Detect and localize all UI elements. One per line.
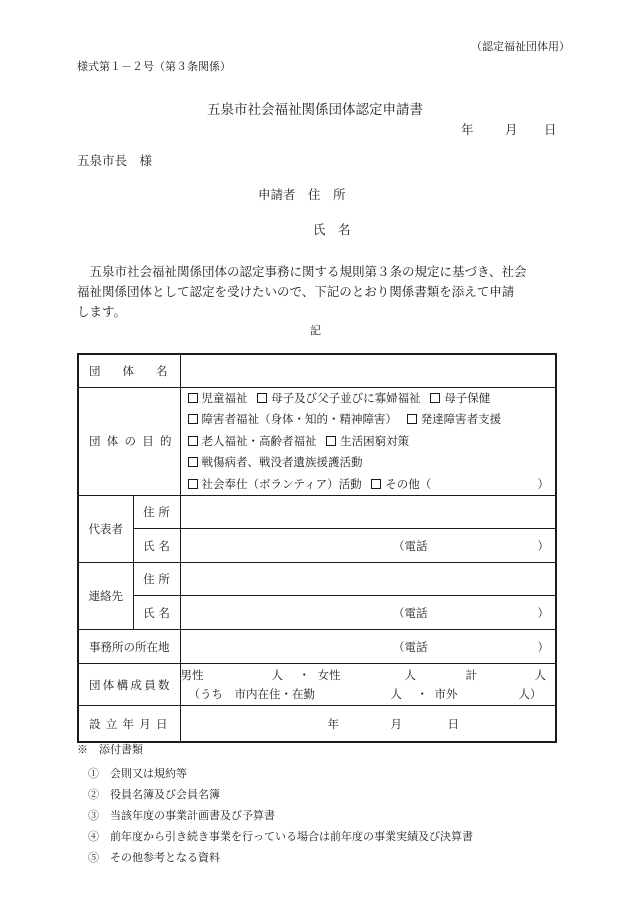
checkbox-poverty-measures[interactable]: [326, 436, 336, 446]
founded-month: 月: [390, 717, 402, 731]
attachment-item: ③ 当該年度の事業計画書及び予算書: [88, 809, 275, 822]
group-name-field[interactable]: [180, 354, 556, 387]
row-group-name: [78, 354, 556, 387]
members-field[interactable]: [180, 664, 556, 706]
attachments-list: [88, 763, 473, 868]
attachment-item: ⑤ その他参考となる資料: [88, 851, 220, 864]
usage-note: （認定福祉団体用）: [471, 40, 570, 53]
checkbox-elderly-welfare[interactable]: [188, 436, 198, 446]
members-line-1: 男性 人 ・ 女性 人 計 人: [180, 667, 546, 682]
founded-field[interactable]: [180, 706, 556, 743]
checkbox-maternal-health[interactable]: [430, 393, 440, 403]
body-paragraph: [77, 262, 527, 322]
contact-address-field[interactable]: [180, 563, 556, 596]
ki-label: 記: [310, 324, 321, 337]
attachment-item: ② 役員名簿及び会員名簿: [88, 788, 220, 801]
contact-name-label: 氏 名: [133, 596, 180, 630]
purpose-label: 団 体 の 目 的: [78, 387, 180, 496]
checkbox-other[interactable]: [371, 479, 381, 489]
row-office: [78, 630, 556, 664]
attachment-item: ① 会則又は規約等: [88, 767, 187, 780]
row-members: [78, 664, 556, 706]
purpose-line: 障害者福祉（身体・知的・精神障害） 発達障害者支援: [181, 409, 556, 431]
row-purpose: [78, 387, 556, 496]
addressee: 五泉市長 様: [77, 153, 153, 168]
body-line: 福祉関係団体として認定を受けたいので、下記のとおり関係書類を添えて申請: [77, 284, 515, 299]
founded-label: 設 立 年 月 日: [78, 706, 180, 743]
date-month: 月: [505, 122, 518, 137]
checkbox-child-welfare[interactable]: [188, 393, 198, 403]
group-name-label: 団 体 名: [78, 354, 180, 387]
checkbox-single-parent-welfare[interactable]: [257, 393, 267, 403]
applicant-address-label: 申請者 住 所: [258, 187, 346, 202]
checkbox-disability-welfare[interactable]: [188, 414, 198, 424]
attachments-heading: ※ 添付書類: [77, 743, 143, 756]
rep-address-label: 住 所: [133, 496, 180, 529]
rep-phone: （電話 ）: [393, 538, 549, 553]
purpose-line: 老人福祉・高齢者福祉 生活困窮対策: [181, 431, 556, 453]
row-contact-name: [78, 596, 556, 630]
rep-name-field[interactable]: [180, 529, 556, 563]
purpose-line: 社会奉仕（ボランティア）活動 その他（ ）: [181, 474, 556, 496]
contact-phone: （電話 ）: [393, 605, 549, 620]
body-line: 五泉市社会福祉関係団体の認定事務に関する規則第３条の規定に基づき、社会: [77, 264, 527, 279]
founded-year: 年: [327, 717, 339, 731]
row-rep-name: [78, 529, 556, 563]
applicant-name-label: 氏 名: [313, 222, 351, 237]
founded-day: 日: [447, 717, 459, 731]
body-line: します。: [77, 304, 127, 319]
application-table: [77, 353, 557, 743]
rep-address-field[interactable]: [180, 496, 556, 529]
contact-address-label: 住 所: [133, 563, 180, 596]
members-line-2: （うち 市内在住・在勤 人 ・ 市外 人）: [188, 686, 542, 701]
purpose-options: [180, 387, 556, 496]
page-title: 五泉市社会福祉関係団体認定申請書: [207, 102, 423, 118]
form-number: 様式第１－２号（第３条関係）: [77, 60, 231, 73]
checkbox-war-bereaved-support[interactable]: [188, 457, 198, 467]
date-day: 日: [544, 122, 557, 137]
office-phone: （電話 ）: [393, 639, 549, 654]
purpose-line: 児童福祉 母子及び父子並びに寡婦福祉 母子保健: [181, 388, 556, 410]
rep-name-label: 氏 名: [133, 529, 180, 563]
attachment-item: ④ 前年度から引き続き事業を行っている場合は前年度の事業実績及び決算書: [88, 830, 473, 843]
date-year: 年: [461, 122, 474, 137]
row-founded: [78, 706, 556, 743]
office-label: 事務所の所在地: [78, 630, 180, 664]
checkbox-volunteer[interactable]: [188, 479, 198, 489]
contact-name-field[interactable]: [180, 596, 556, 630]
office-field[interactable]: [180, 630, 556, 664]
row-rep-address: [78, 496, 556, 529]
checkbox-developmental-support[interactable]: [407, 414, 417, 424]
row-contact-address: [78, 563, 556, 596]
other-close-paren: ）: [537, 476, 549, 491]
purpose-line: 戦傷病者、戦没者遺族援護活動: [181, 452, 556, 474]
members-label: 団 体 構 成 員 数: [78, 664, 180, 706]
representative-label: 代表者: [78, 496, 133, 563]
contact-label: 連絡先: [78, 563, 133, 630]
